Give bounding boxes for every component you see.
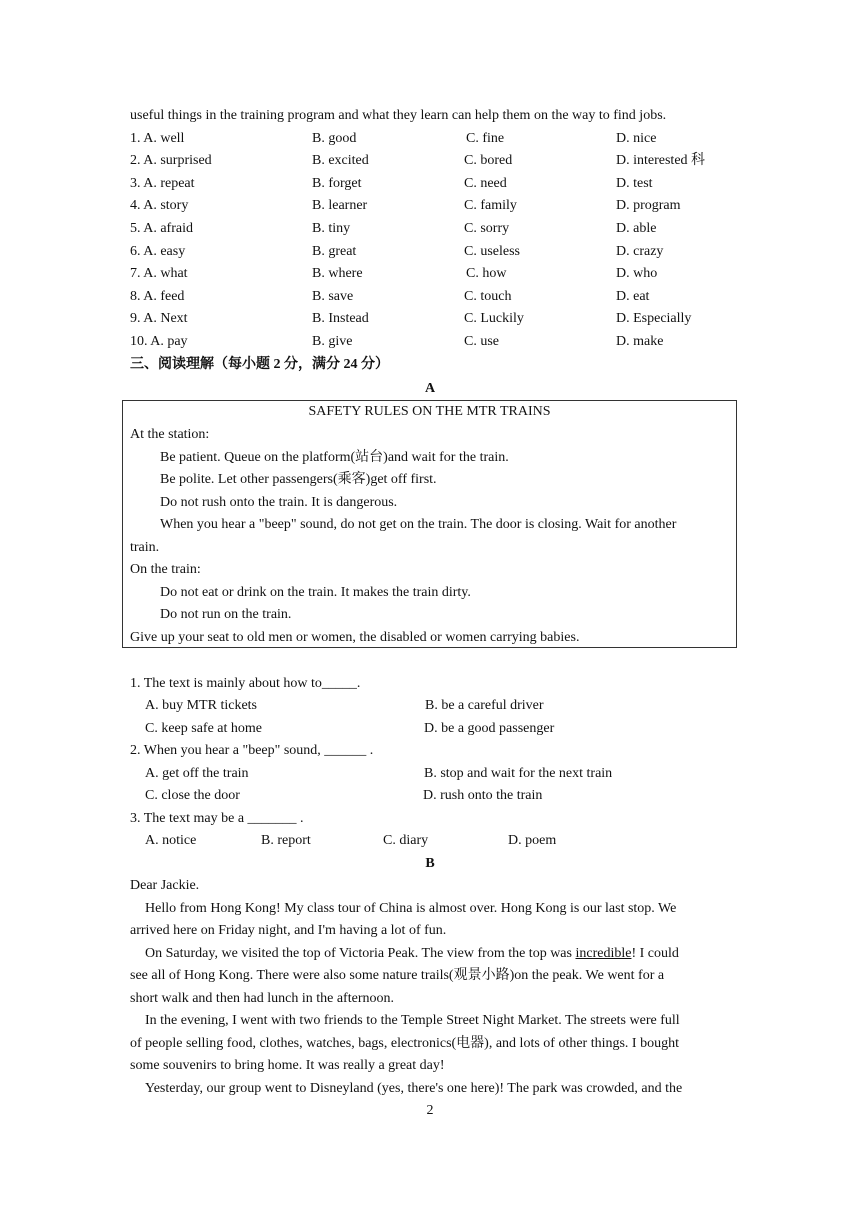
letter-paragraph-line: arrived here on Friday night, and I'm having a lot of fun. (130, 923, 447, 938)
option-c: C. family (464, 198, 517, 213)
option-a: 7. A. what (130, 266, 188, 281)
option-a: 2. A. surprised (130, 153, 212, 168)
option-d: D. who (616, 266, 658, 281)
option-row (130, 218, 740, 240)
option-a: 5. A. afraid (130, 221, 193, 236)
option-b: B. give (312, 334, 353, 349)
option-row (130, 286, 740, 308)
rule-item: Be patient. Queue on the platform(站台)and wait for the train. (160, 450, 509, 465)
option-d: D. test (616, 176, 653, 191)
option-c: C. sorry (464, 221, 510, 236)
letter-paragraph-line: short walk and then had lunch in the afternoon. (130, 991, 394, 1006)
option-b: B. Instead (312, 311, 369, 326)
question-2-option-c: C. close the door (145, 788, 240, 803)
option-b: B. tiny (312, 221, 351, 236)
option-d: D. able (616, 221, 657, 236)
option-row (130, 128, 740, 150)
question-1-option-a: A. buy MTR tickets (145, 698, 257, 713)
option-d: D. crazy (616, 244, 664, 259)
question-2-option-a: A. get off the train (145, 766, 249, 781)
option-c: C. bored (464, 153, 513, 168)
letter-paragraph-line: Yesterday, our group went to Disneyland (yes, there's one here)! The park was crowded, and the (145, 1081, 683, 1096)
letter-greeting: Dear Jackie. (130, 878, 200, 893)
option-row (130, 308, 740, 330)
letter-paragraph-line: Hello from Hong Kong! My class tour of China is almost over. Hong Kong is our last stop. We (145, 901, 677, 916)
option-b: B. forget (312, 176, 362, 191)
station-heading: At the station: (130, 427, 210, 442)
question-2-option-d: D. rush onto the train (423, 788, 543, 803)
rule-item-continued: train. (130, 540, 160, 555)
rule-item: Do not eat or drink on the train. It makes the train dirty. (160, 585, 471, 600)
rule-item: When you hear a "beep" sound, do not get on the train. The door is closing. Wait for another (160, 517, 677, 532)
option-c: C. useless (464, 244, 520, 259)
question-1-option-d: D. be a good passenger (424, 721, 555, 736)
option-d: D. Especially (616, 311, 692, 326)
option-c: C. Luckily (464, 311, 524, 326)
option-c: C. need (464, 176, 507, 191)
rule-item: Do not run on the train. (160, 607, 292, 622)
page-number: 2 (426, 1103, 434, 1118)
option-b: B. great (312, 244, 357, 259)
letter-paragraph-line: some souvenirs to bring home. It was really a great day! (130, 1058, 445, 1073)
option-b: B. good (312, 131, 357, 146)
letter-text: On Saturday, we visited the top of Victoria Peak. The view from the top was (145, 946, 576, 961)
option-row (130, 263, 740, 285)
option-a: 10. A. pay (130, 334, 188, 349)
option-row (130, 150, 740, 172)
option-b: B. save (312, 289, 354, 304)
passage-b-label: B (425, 856, 435, 871)
intro-tail-text: useful things in the training program and what they learn can help them on the way to find jobs. (130, 108, 667, 123)
option-d: D. eat (616, 289, 650, 304)
rule-item: Give up your seat to old men or women, the disabled or women carrying babies. (130, 630, 580, 645)
option-b: B. learner (312, 198, 368, 213)
passage-a-label: A (424, 381, 436, 396)
option-d: D. make (616, 334, 664, 349)
option-a: 6. A. easy (130, 244, 186, 259)
letter-paragraph-line: In the evening, I went with two friends to the Temple Street Night Market. The streets were full (145, 1013, 680, 1028)
option-row (130, 331, 740, 353)
question-1-option-b: B. be a careful driver (425, 698, 544, 713)
section-heading: 三、阅读理解（每小题 2 分，满分 24 分） (130, 357, 389, 372)
option-a: 4. A. story (130, 198, 189, 213)
option-c: C. touch (464, 289, 512, 304)
option-a: 1. A. well (130, 131, 185, 146)
option-d: D. interested 科 (616, 153, 706, 168)
option-c: C. use (464, 334, 499, 349)
option-a: 8. A. feed (130, 289, 185, 304)
question-3-option-a: A. notice (145, 833, 197, 848)
rule-item: Be polite. Let other passengers(乘客)get off first. (160, 472, 437, 487)
letter-text: ! I could (631, 946, 679, 961)
option-row (130, 173, 740, 195)
question-1: 1. The text is mainly about how to_____. (130, 676, 361, 691)
option-b: B. where (312, 266, 363, 281)
train-heading: On the train: (130, 562, 201, 577)
question-3-option-c: C. diary (383, 833, 429, 848)
option-row (130, 241, 740, 263)
option-c: C. fine (466, 131, 505, 146)
letter-paragraph-line (145, 944, 679, 964)
question-2-option-b: B. stop and wait for the next train (424, 766, 613, 781)
option-d: D. program (616, 198, 681, 213)
rule-item: Do not rush onto the train. It is dangerous. (160, 495, 398, 510)
option-row (130, 195, 740, 217)
question-3-option-b: B. report (261, 833, 311, 848)
question-3-option-d: D. poem (508, 833, 557, 848)
option-c: C. how (466, 266, 507, 281)
safety-rules-title: SAFETY RULES ON THE MTR TRAINS (308, 404, 551, 419)
question-1-option-c: C. keep safe at home (145, 721, 263, 736)
letter-paragraph-line: of people selling food, clothes, watches, bags, electronics(电器), and lots of other things. I bought (130, 1036, 679, 1051)
option-a: 3. A. repeat (130, 176, 195, 191)
underlined-word: incredible (575, 946, 632, 961)
question-2: 2. When you hear a "beep" sound, ______ . (130, 743, 374, 758)
letter-paragraph-line: see all of Hong Kong. There were also some nature trails(观景小路)on the peak. We went for a (130, 968, 665, 983)
question-3: 3. The text may be a _______ . (130, 811, 304, 826)
option-d: D. nice (616, 131, 657, 146)
option-b: B. excited (312, 153, 369, 168)
option-a: 9. A. Next (130, 311, 188, 326)
